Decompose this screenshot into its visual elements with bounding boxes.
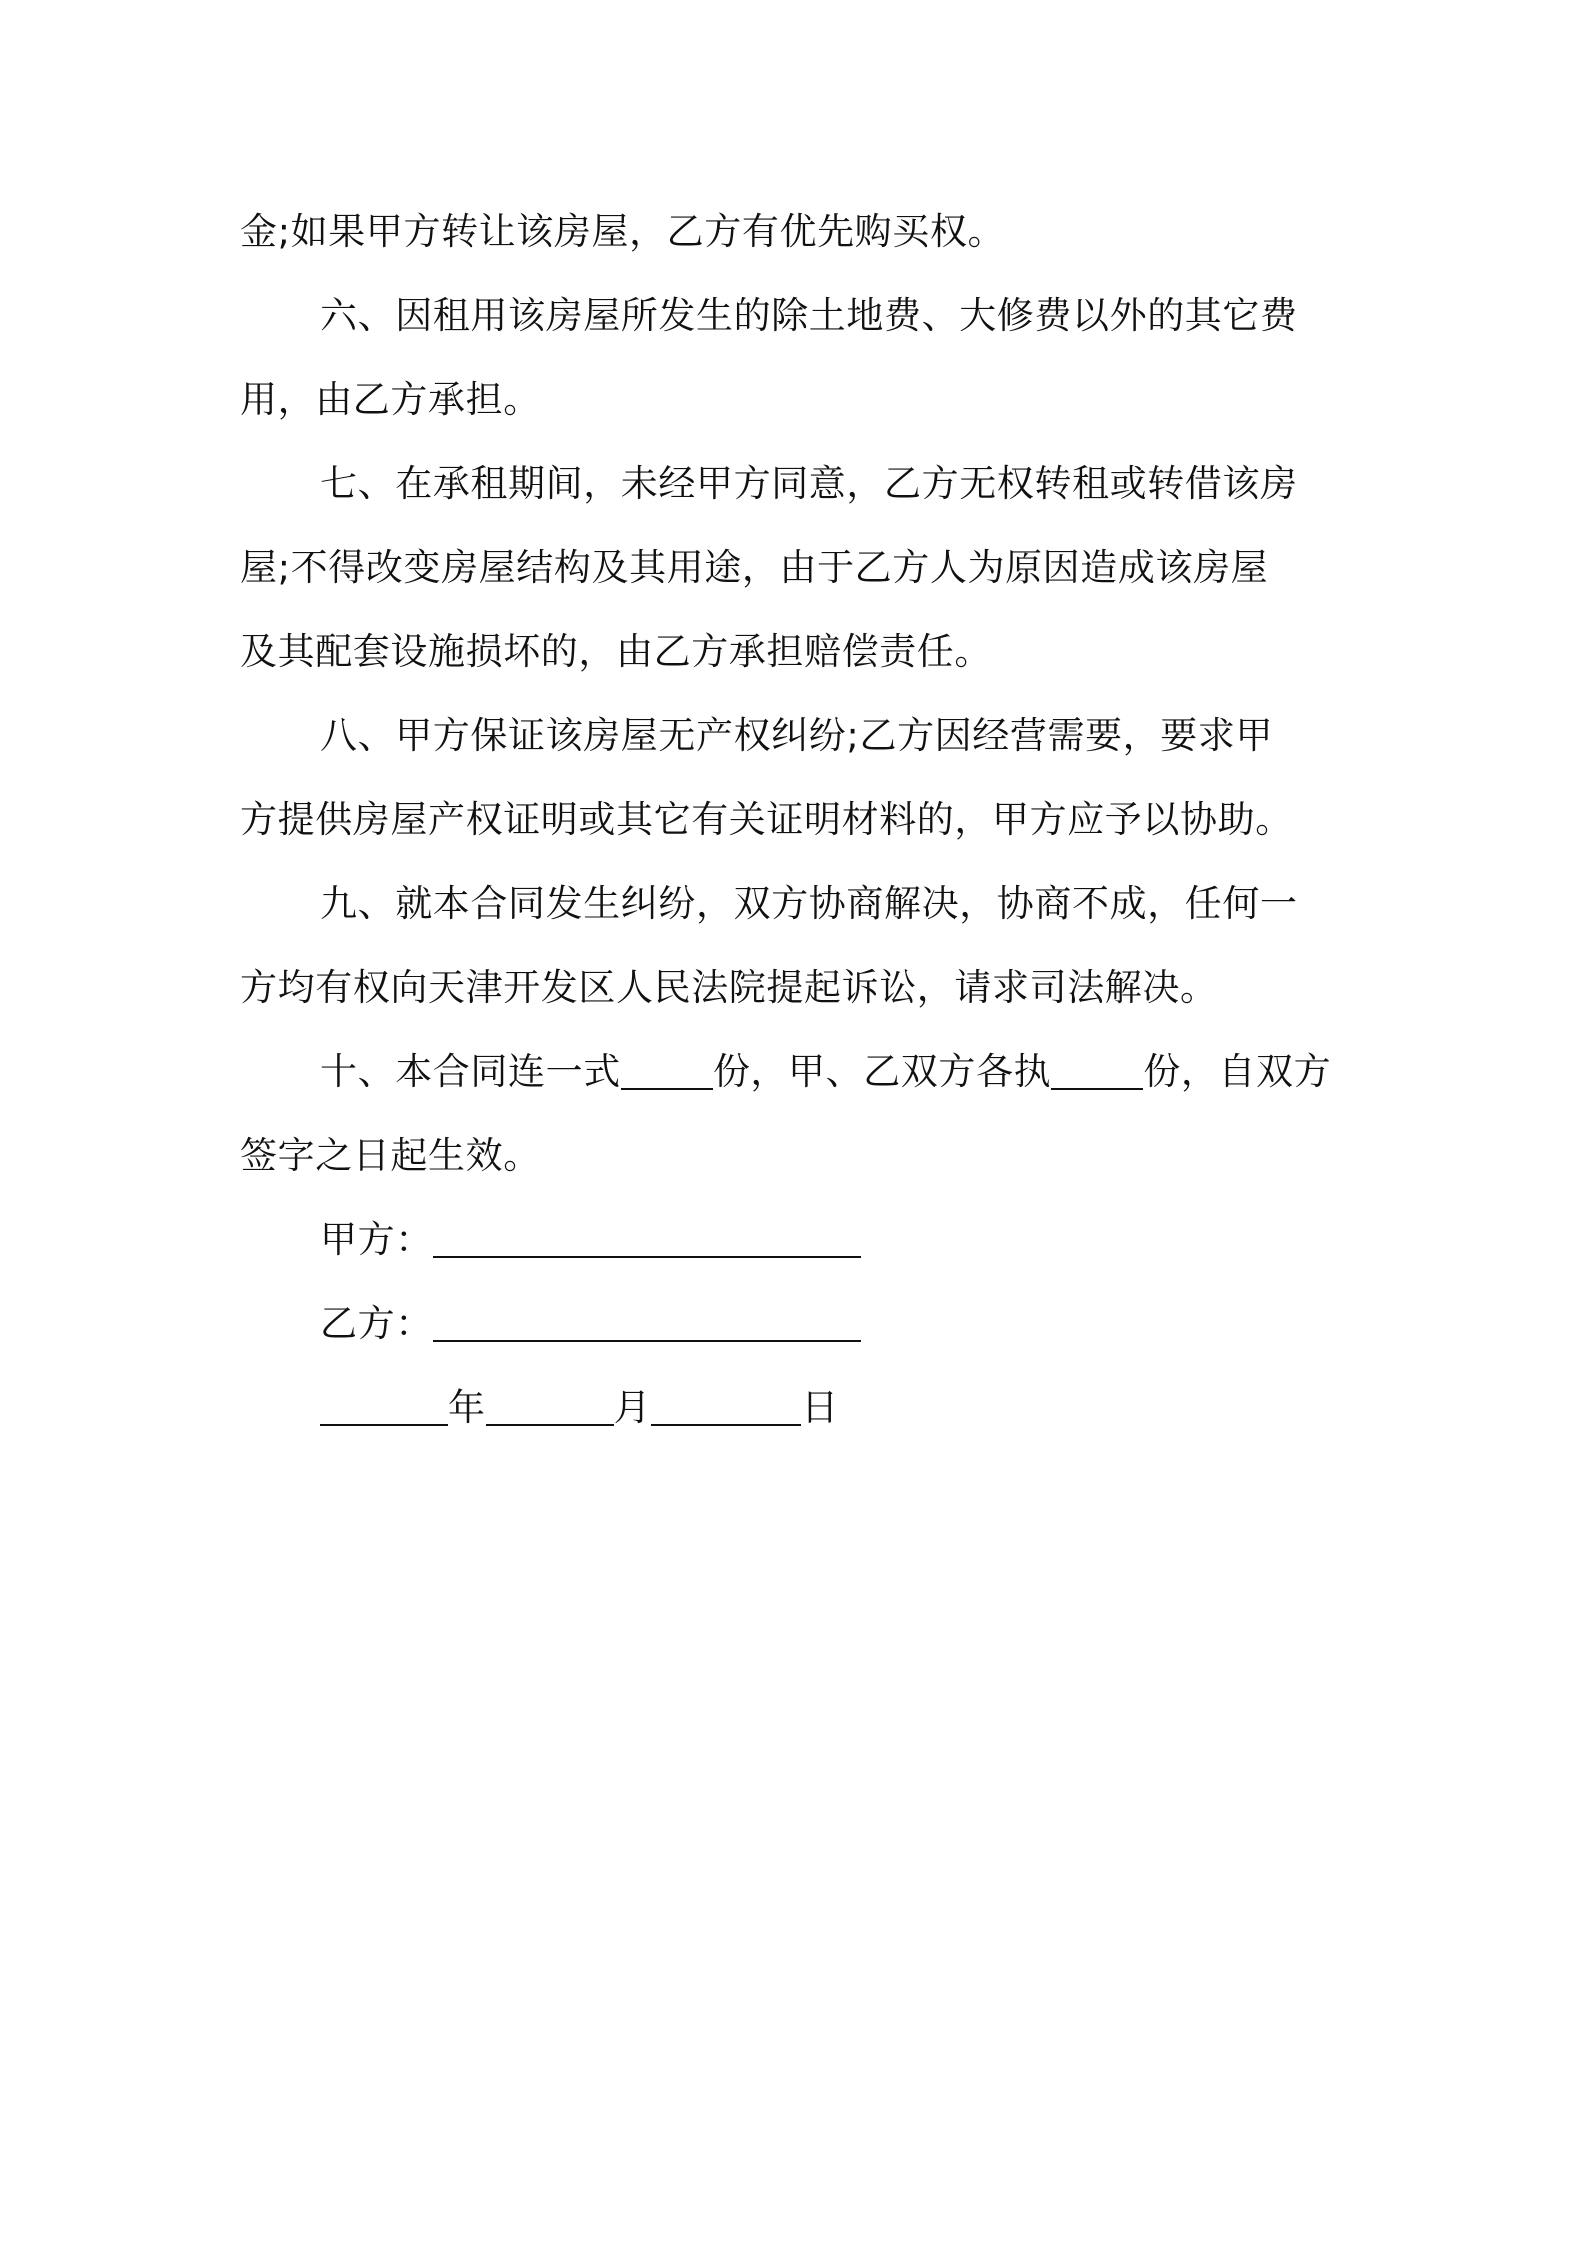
party-b-signature-line xyxy=(240,1282,1350,1366)
party-a-label: 甲方： xyxy=(320,1218,433,1261)
year-label: 年 xyxy=(448,1386,486,1429)
party-a-signature-line xyxy=(240,1198,1350,1282)
day-label: 日 xyxy=(801,1386,839,1429)
party-b-signature-blank xyxy=(433,1300,861,1342)
clause-six-line-1: 六、因租用该房屋所发生的除土地费、大修费以外的其它费 xyxy=(320,294,1298,337)
date-line xyxy=(240,1366,1350,1450)
clause-seven-line-2: 屋;不得改变房屋结构及其用途，由于乙方人为原因造成该房屋 xyxy=(240,546,1269,589)
month-label: 月 xyxy=(613,1386,652,1429)
clause-nine-line-2: 方均有权向天津开发区人民法院提起诉讼，请求司法解决。 xyxy=(240,966,1218,1009)
clause-eight-line-1: 八、甲方保证该房屋无产权纠纷;乙方因经营需要，要求甲 xyxy=(320,714,1274,757)
clause-ten-text-3: 份，自双方 xyxy=(1143,1050,1332,1093)
paragraph-line: 金;如果甲方转让该房屋，乙方有优先购买权。 xyxy=(240,210,1006,253)
clause-seven-line-1: 七、在承租期间，未经甲方同意，乙方无权转租或转借该房 xyxy=(320,462,1298,505)
month-blank xyxy=(486,1384,614,1426)
copies-each-blank xyxy=(1051,1048,1143,1090)
clause-ten-text-2: 份，甲、乙双方各执 xyxy=(712,1050,1052,1093)
clause-ten-line-2: 签字之日起生效。 xyxy=(240,1134,541,1177)
clause-seven-line-3: 及其配套设施损坏的，由乙方承担赔偿责任。 xyxy=(240,630,992,673)
party-b-label: 乙方： xyxy=(320,1302,433,1345)
clause-six-line-2: 用，由乙方承担。 xyxy=(240,378,541,421)
clause-ten-line-1 xyxy=(240,1030,1350,1114)
contract-body xyxy=(240,190,1350,1450)
party-a-signature-blank xyxy=(433,1216,861,1258)
clause-nine-line-1: 九、就本合同发生纠纷，双方协商解决，协商不成，任何一 xyxy=(320,882,1298,925)
clause-ten-text-1: 十、本合同连一式 xyxy=(320,1050,621,1093)
day-blank xyxy=(651,1384,801,1426)
clause-eight-line-2: 方提供房屋产权证明或其它有关证明材料的，甲方应予以协助。 xyxy=(240,798,1293,841)
year-blank xyxy=(320,1384,448,1426)
copies-total-blank xyxy=(621,1048,713,1090)
